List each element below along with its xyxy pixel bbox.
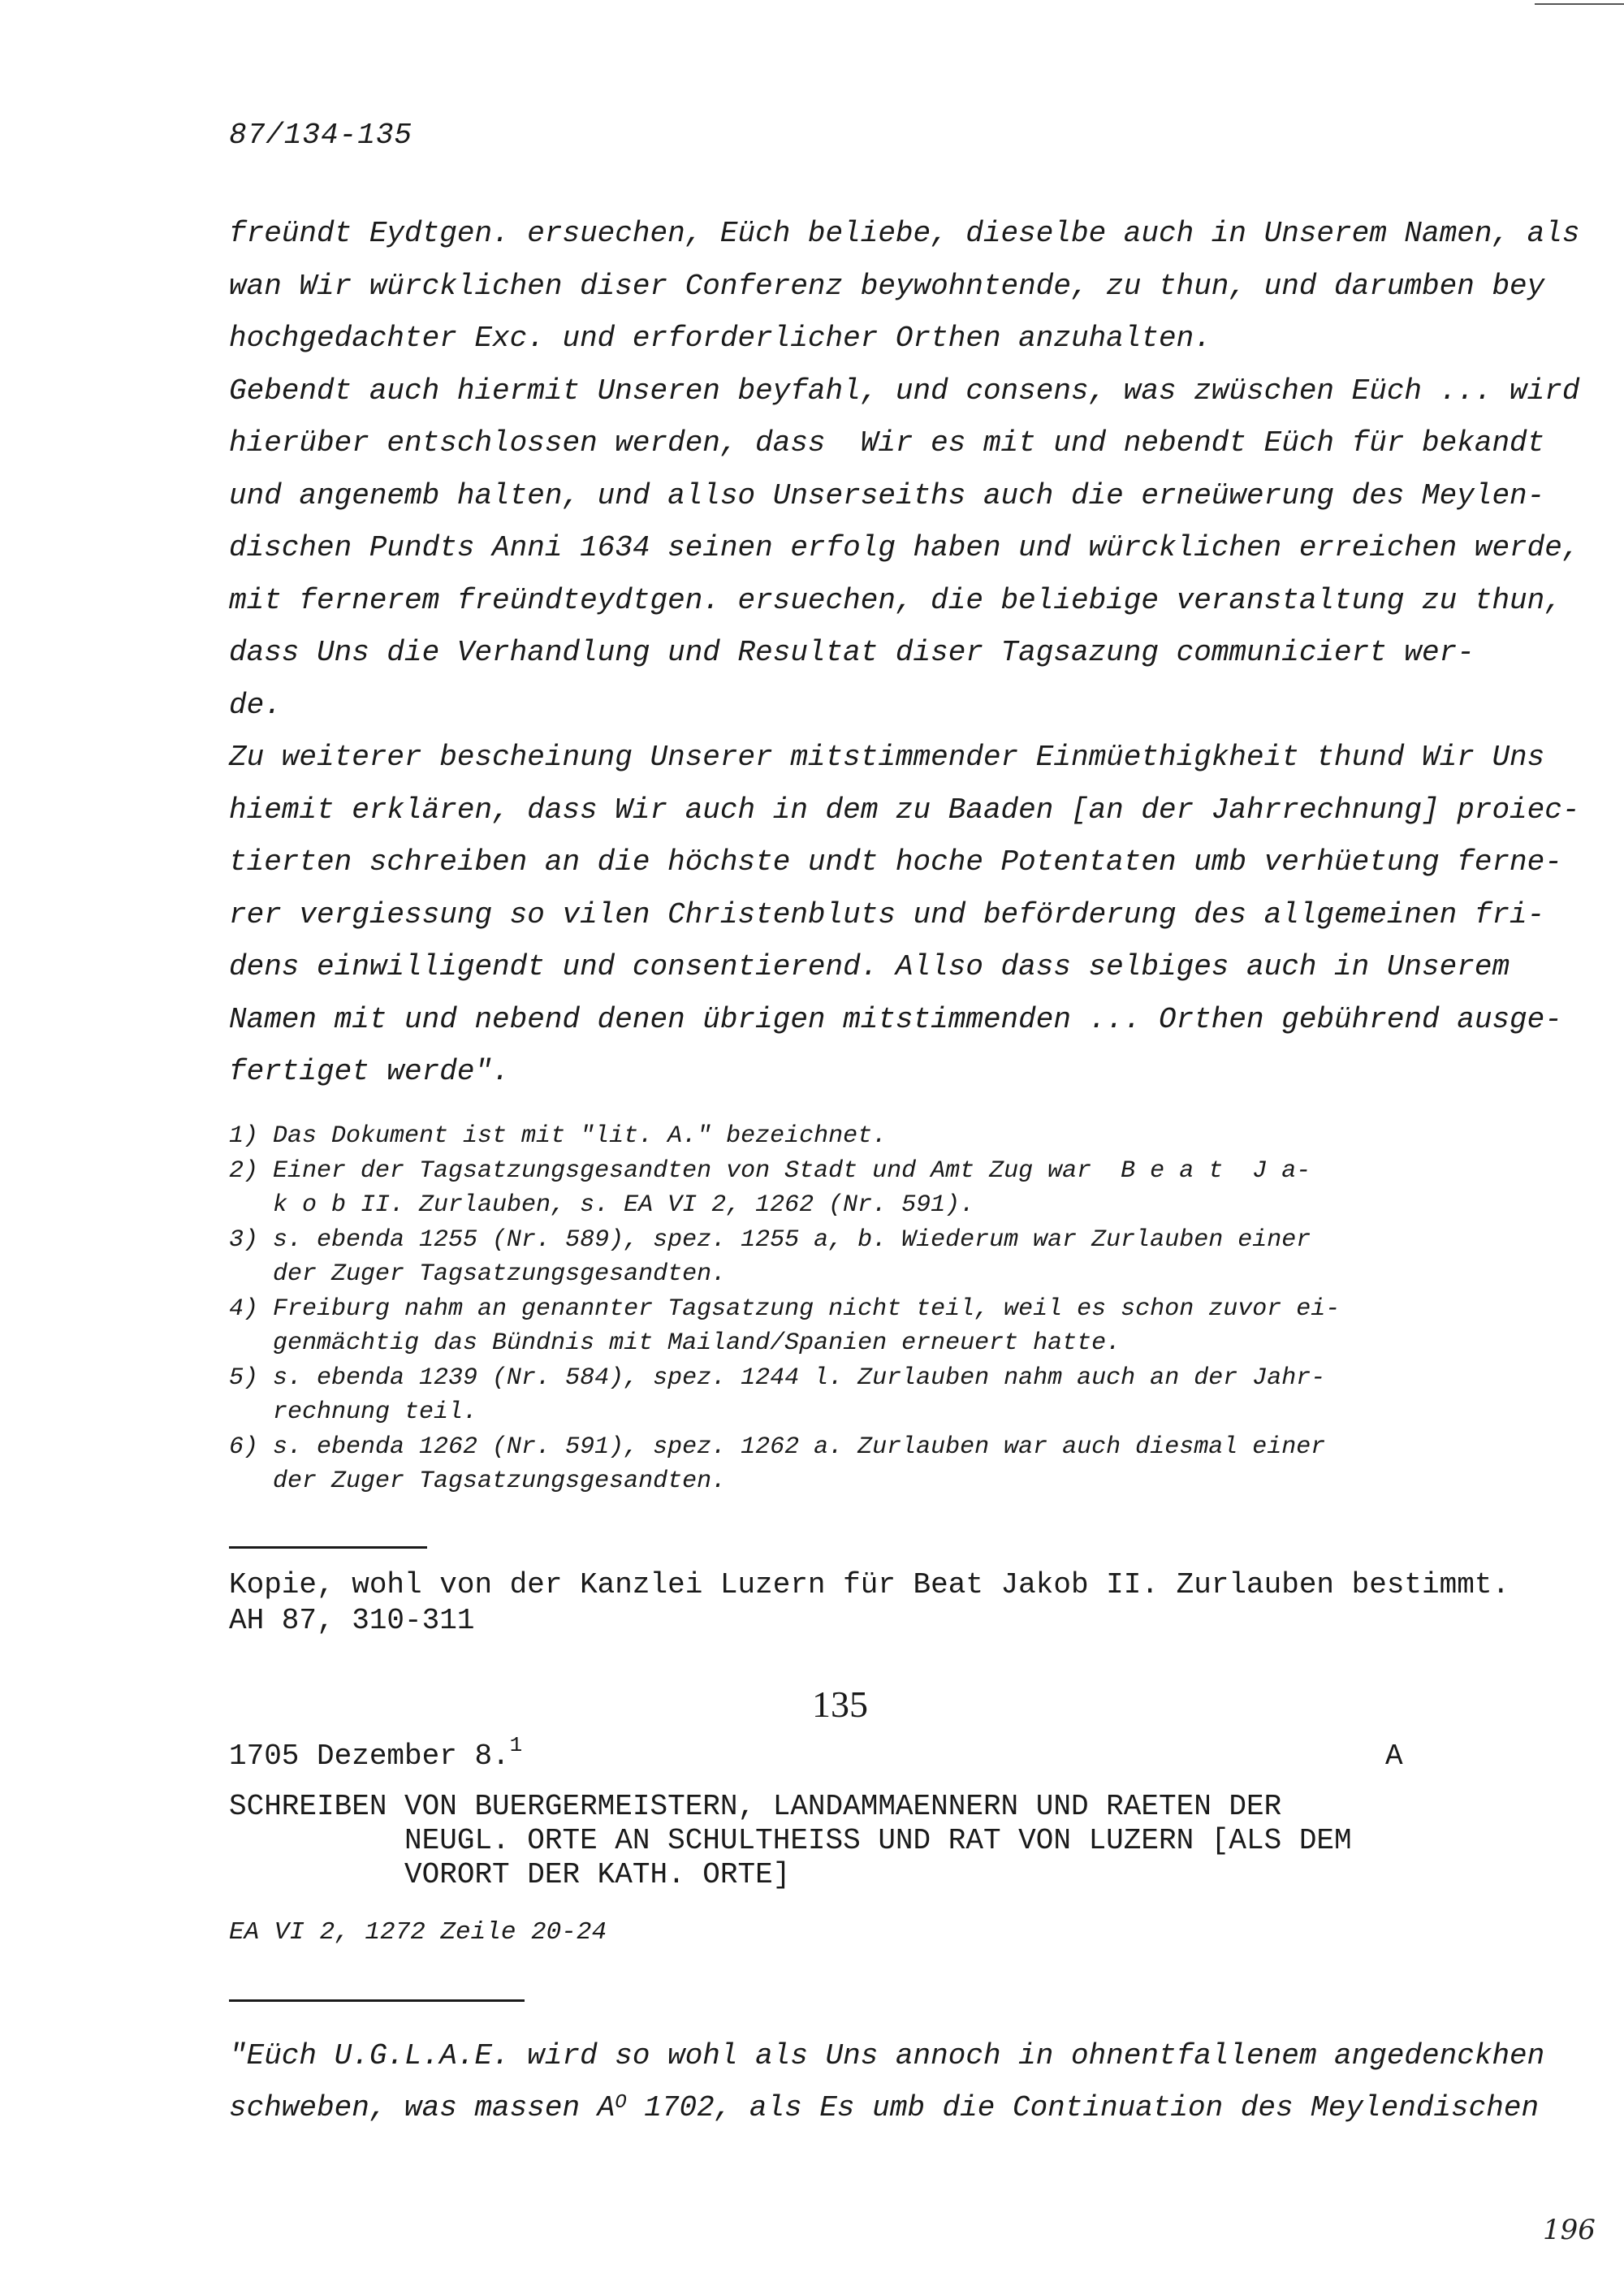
footnote-line: k o b II. Zurlauben, s. EA VI 2, 1262 (Nr. 591).	[229, 1191, 975, 1219]
footnote-line: der Zuger Tagsatzungsgesandten.	[229, 1260, 727, 1288]
footnotes-list	[229, 1119, 1340, 1499]
text-line: hierüber entschlossen werden, dass Wir es mit und nebendt Eüch für bekandt	[229, 426, 1545, 460]
footnote-line: 1) Das Dokument ist mit "lit. A." bezeichnet.	[229, 1122, 888, 1150]
source-line-2: AH 87, 310-311	[229, 1604, 475, 1637]
text-line: dischen Pundts Anni 1634 seinen erfolg haben und würcklichen erreichen werde,	[229, 531, 1580, 564]
source-note	[229, 1567, 1510, 1639]
footnote-line: 3) s. ebenda 1255 (Nr. 589), spez. 1255 a, b. Wiederum war Zurlauben einer	[229, 1225, 1311, 1254]
corner-scan-mark	[1535, 3, 1624, 5]
footnote-line: der Zuger Tagsatzungsgesandten.	[229, 1467, 727, 1495]
text-line: de.	[229, 688, 282, 722]
text-line: dass Uns die Verhandlung und Resultat diser Tagsazung communiciert wer-	[229, 636, 1475, 669]
edition-reference: EA VI 2, 1272 Zeile 20-24	[229, 1918, 607, 1947]
document-marker: A	[1385, 1740, 1403, 1773]
letter-continuation-text	[229, 208, 1579, 1099]
document-number: 135	[812, 1683, 868, 1725]
document-135-text	[229, 2030, 1544, 2134]
source-line-1: Kopie, wohl von der Kanzlei Luzern für Beat Jakob II. Zurlauben bestimmt.	[229, 1568, 1510, 1601]
document-date	[229, 1733, 523, 1773]
separator-rule-top	[229, 1546, 427, 1549]
text-line: Gebendt auch hiermit Unseren beyfahl, und consens, was zwüschen Eüch ... wird	[229, 374, 1580, 408]
text-line: und angenemb halten, und allso Unserseiths auch die erneüwerung des Meylen-	[229, 478, 1545, 512]
text-line: Zu weiterer bescheinung Unserer mitstimmender Einmüethigkheit thund Wir Uns	[229, 741, 1545, 774]
text-line: fertiget werde".	[229, 1055, 510, 1088]
heading-line-1: SCHREIBEN VON BUERGERMEISTERN, LANDAMMAENNERN UND RAETEN DER	[229, 1790, 1282, 1823]
text-line: Namen mit und nebend denen übrigen mitstimmenden ... Orthen gebührend ausge-	[229, 1002, 1562, 1036]
text-line: wan Wir würcklichen diser Conferenz beywohntende, zu thun, und darumben bey	[229, 269, 1545, 303]
text-line: hiemit erklären, dass Wir auch in dem zu Baaden [an der Jahrrechnung] proiec-	[229, 793, 1580, 827]
text-line: dens einwilligendt und consentierend. Allso dass selbiges auch in Unserem	[229, 950, 1510, 983]
footnote-line: 2) Einer der Tagsatzungsgesandten von Stadt und Amt Zug war B e a t J a-	[229, 1156, 1311, 1185]
text-line: mit fernerem freündteydtgen. ersuechen, die beliebige veranstaltung zu thun,	[229, 583, 1562, 617]
heading-line-2: NEUGL. ORTE AN SCHULTHEISS UND RAT VON LUZERN [ALS DEM	[229, 1824, 1352, 1857]
footnote-line: 4) Freiburg nahm an genannter Tagsatzung nicht teil, weil es schon zuvor ei-	[229, 1294, 1341, 1323]
footnote-line: genmächtig das Bündnis mit Mailand/Spanien erneuert hatte.	[229, 1329, 1121, 1357]
text-line-2-end: 1702, als Es umb die Continuation des Meylendischen	[626, 2091, 1540, 2124]
date-text: 1705 Dezember 8.	[229, 1740, 510, 1773]
date-footnote-ref: 1	[509, 1733, 523, 1757]
text-line-1: "Eüch U.G.L.A.E. wird so wohl als Uns annoch in ohnentfallenem angedenckhen	[229, 2039, 1545, 2072]
page-reference: 87/134-135	[229, 119, 413, 152]
separator-rule-bottom	[229, 1999, 525, 2002]
document-heading	[229, 1790, 1352, 1892]
heading-line-3: VORORT DER KATH. ORTE]	[229, 1858, 791, 1891]
text-line: hochgedachter Exc. und erforderlicher Orthen anzuhalten.	[229, 322, 1212, 355]
footnote-line: 6) s. ebenda 1262 (Nr. 591), spez. 1262 a. Zurlauben war auch diesmal einer	[229, 1433, 1326, 1461]
folio-number: 196	[1543, 2214, 1596, 2246]
text-line: freündt Eydtgen. ersuechen, Eüch beliebe, dieselbe auch in Unserem Namen, als	[229, 217, 1580, 250]
footnote-line: 5) s. ebenda 1239 (Nr. 584), spez. 1244 l. Zurlauben nahm auch an der Jahr-	[229, 1364, 1326, 1392]
anno-superscript: O	[615, 2092, 627, 2114]
footnote-line: rechnung teil.	[229, 1398, 478, 1426]
text-line: rer vergiessung so vilen Christenbluts und beförderung des allgemeinen fri-	[229, 897, 1545, 931]
text-line-2-start: schweben, was massen A	[229, 2091, 615, 2124]
text-line: tierten schreiben an die höchste undt hoche Potentaten umb verhüetung ferne-	[229, 845, 1562, 879]
